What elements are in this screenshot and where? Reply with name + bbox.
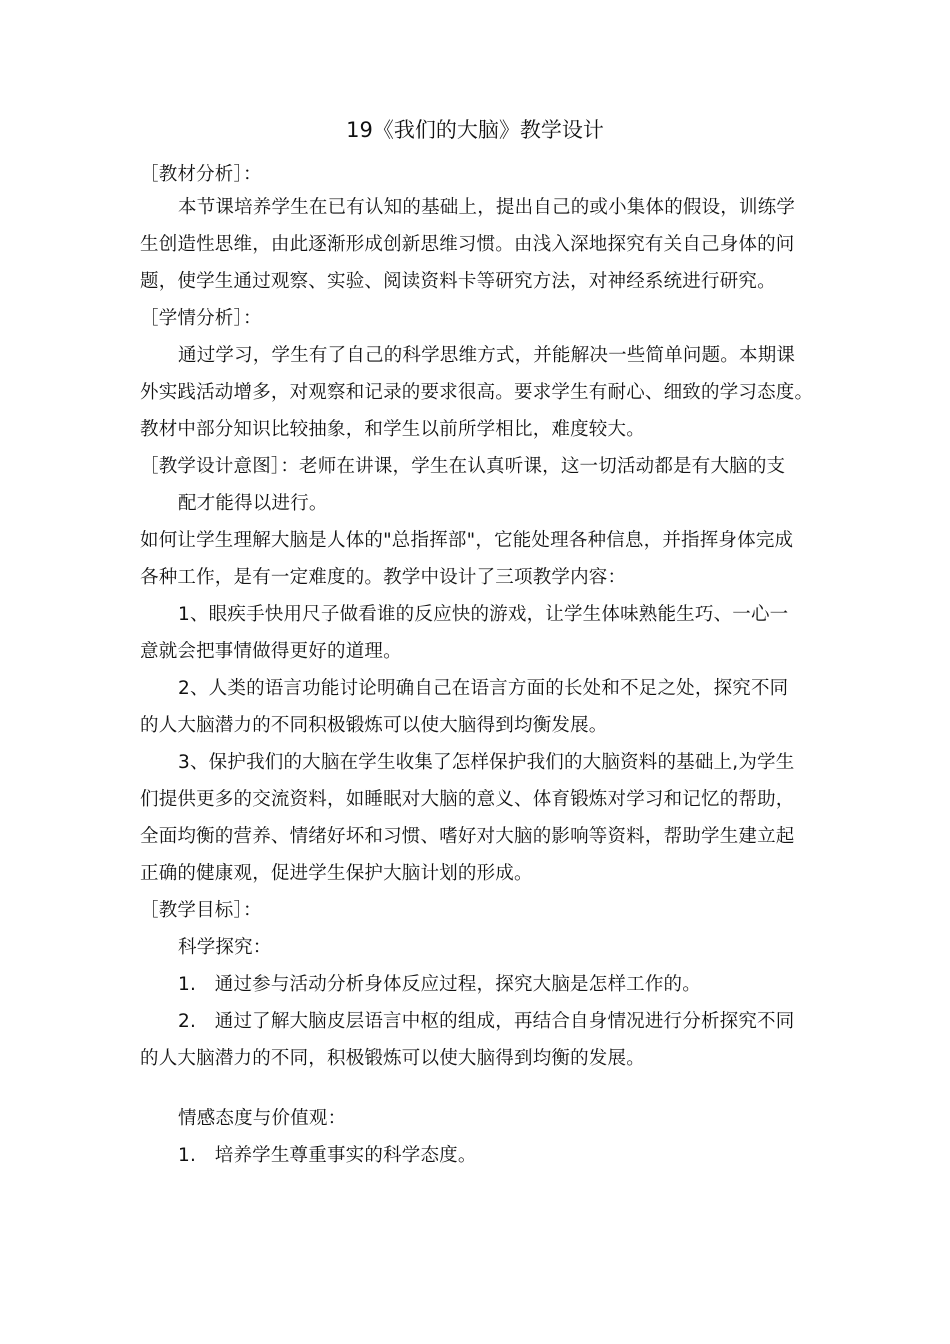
- list-item: 2、人类的语言功能讨论明确自己在语言方面的长处和不足之处，探究不同: [178, 678, 789, 699]
- paragraph-line: 们提供更多的交流资料，如睡眠对大脑的意义、体育锻炼对学习和记忆的帮助，: [140, 789, 795, 810]
- subheading-scientific-inquiry: 科学探究：: [178, 937, 272, 958]
- paragraph-line: 教材中部分知识比较抽象，和学生以前所学相比，难度较大。: [140, 419, 645, 440]
- paragraph-line: 题，使学生通过观察、实验、阅读资料卡等研究方法，对神经系统进行研究。: [140, 271, 776, 292]
- paragraph-line: 外实践活动增多，对观察和记录的要求很高。要求学生有耐心、细致的学习态度。: [140, 382, 814, 403]
- paragraph-line: 的人大脑潜力的不同，积极锻炼可以使大脑得到均衡的发展。: [140, 1048, 645, 1069]
- paragraph-line: 的人大脑潜力的不同积极锻炼可以使大脑得到均衡发展。: [140, 715, 608, 736]
- paragraph-line: 通过学习，学生有了自己的科学思维方式，并能解决一些简单问题。本期课: [178, 345, 796, 366]
- paragraph-line: 各种工作，是有一定难度的。教学中设计了三项教学内容：: [140, 567, 627, 588]
- list-item: 1. 培养学生尊重事实的科学态度。: [178, 1145, 477, 1166]
- section-heading-teaching-goals: ［教学目标］：: [140, 900, 262, 921]
- list-item: 2. 通过了解大脑皮层语言中枢的组成，再结合自身情况进行分析探究不同: [178, 1011, 795, 1032]
- paragraph-line: 生创造性思维，由此逐渐形成创新思维习惯。由浅入深地探究有关自己身体的问: [140, 234, 795, 255]
- paragraph-line: 全面均衡的营养、情绪好坏和习惯、嗜好对大脑的影响等资料，帮助学生建立起: [140, 826, 795, 847]
- paragraph-line: 本节课培养学生在已有认知的基础上，提出自己的或小集体的假设，训练学: [178, 197, 796, 218]
- subheading-attitude-values: 情感态度与价值观：: [178, 1108, 347, 1129]
- section-heading-textbook-analysis: ［教材分析］：: [140, 164, 262, 185]
- list-item: 1、眼疾手快用尺子做看谁的反应快的游戏，让学生体味熟能生巧、一心一: [178, 604, 789, 625]
- paragraph-line: 正确的健康观，促进学生保护大脑计划的形成。: [140, 863, 533, 884]
- list-item: 3、保护我们的大脑在学生收集了怎样保护我们的大脑资料的基础上,为学生: [178, 752, 795, 773]
- paragraph-line: 意就会把事情做得更好的道理。: [140, 641, 402, 662]
- section-heading-student-analysis: ［学情分析］：: [140, 308, 262, 329]
- paragraph-line: 如何让学生理解大脑是人体的"总指挥部"，它能处理各种信息，并指挥身体完成: [140, 530, 794, 551]
- section-heading-design-intent: ［教学设计意图］：老师在讲课，学生在认真听课，这一切活动都是有大脑的支: [140, 456, 786, 477]
- document-title: 19《我们的大脑》教学设计: [346, 118, 604, 142]
- list-item: 1. 通过参与活动分析身体反应过程，探究大脑是怎样工作的。: [178, 974, 701, 995]
- paragraph-line: 配才能得以进行。: [178, 493, 328, 514]
